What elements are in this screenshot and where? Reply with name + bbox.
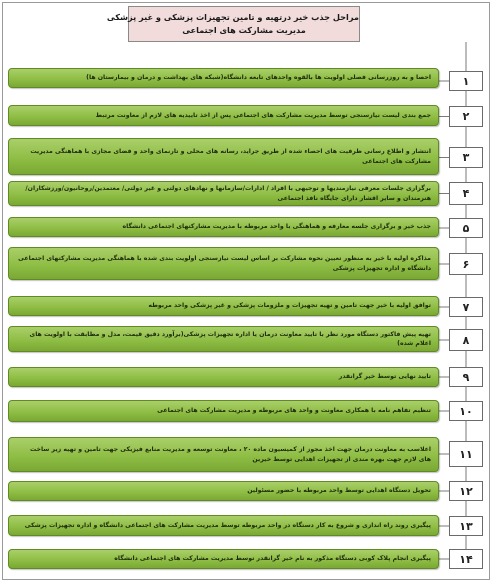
step-text: تهیه پیش فاکتور دستگاه مورد نظر با تایید معاونت درمان یا اداره تجهیزات پزشکی(برآورد دقیق قیمت، مدل و مطابقت با اولویت های اعلام شده) bbox=[29, 330, 431, 347]
step-box-10 bbox=[8, 400, 439, 422]
title-line-2: مدیریت مشارکت های اجتماعی bbox=[182, 25, 306, 35]
step-number-1: ۱ bbox=[449, 71, 483, 91]
step-text: انتشار و اطلاع رسانی ظرفیت های احصاء شده از طریق جراید، رسانه های محلی و تارنمای واحد و فضای مجازی با هماهنگی مدیریت مشارکت های اجتماعی bbox=[30, 148, 431, 165]
step-text: احصا و به روزرسانی فصلی اولویت ها بالقوه واحدهای تابعه دانشگاه(شبکه های بهداشت و درمان و بیمارستان ها) bbox=[86, 74, 431, 82]
step-box-13 bbox=[8, 515, 439, 536]
step-number-3: ۳ bbox=[449, 147, 483, 168]
step-number-11: ۱۱ bbox=[449, 441, 483, 467]
step-number-13: ۱۳ bbox=[449, 516, 483, 536]
step-number-7: ۷ bbox=[449, 297, 483, 317]
step-text: پیگیری انجام پلاک کوبی دستگاه مذکور به نام خیر گرانقدر توسط مدیریت مشارکت های اجتماعی دانشگاه bbox=[114, 555, 431, 563]
step-number-8: ۸ bbox=[449, 329, 483, 351]
step-box-1 bbox=[8, 68, 439, 88]
step-text: تحویل دستگاه اهدایی توسط واحد مربوطه با حضور مسئولین bbox=[247, 487, 431, 495]
title-line-1: مراحل جذب خیر درتهیه و تامین تجهیزات پزشکی و غیر پزشکی bbox=[106, 12, 359, 22]
step-number-2: ۲ bbox=[449, 106, 483, 127]
step-number-6: ۶ bbox=[449, 253, 483, 275]
step-number-14: ۱۴ bbox=[449, 549, 483, 569]
step-number-9: ۹ bbox=[449, 367, 483, 387]
step-box-9 bbox=[8, 367, 439, 387]
step-box-4 bbox=[8, 181, 439, 206]
step-text: مذاکره اولیه با خیر به منظور تعیین نحوه مشارکت بر اساس لیست نیازسنجی اولویت بندی شده با هماهنگی مدیریت مشارکتهای اجتماعی دانشگاه و اداره تجهیزات پزشکی bbox=[18, 255, 431, 272]
step-text: برگزاری جلسات معرفی نیازمندیها و توجیهی با افراد / ادارات/سازمانها و نهادهای دولتی و غیر دولتی/ معتمدین/روحانیون/ورزشکاران/ هنرمندان و سایر اقشار دارای جایگاه نافذ اجتماعی bbox=[25, 185, 431, 202]
step-box-7 bbox=[8, 296, 439, 316]
step-box-3 bbox=[8, 138, 439, 175]
step-text: پیگیری روند راه اندازی و شروع به کار دستگاه در واحد مربوطه توسط مدیریت مشارکت های اجتماعی دانشگاه و اداره تجهیزات پزشکی bbox=[24, 521, 431, 529]
step-text: جذب خیر و برگزاری جلسه معارفه و هماهنگی با واحد مربوطه با مدیریت مشارکتهای اجتماعی دانشگاه bbox=[122, 223, 431, 231]
step-box-12 bbox=[8, 481, 439, 501]
step-box-2 bbox=[8, 105, 439, 126]
step-text: توافق اولیه با خیر جهت تامین و تهیه تجهیزات و ملزومات پزشکی و غیر پزشکی واحد مربوطه bbox=[148, 302, 431, 310]
step-box-11 bbox=[8, 437, 439, 472]
step-number-4: ۴ bbox=[449, 182, 483, 205]
step-box-6 bbox=[8, 247, 439, 280]
step-box-5 bbox=[8, 217, 439, 237]
step-number-12: ۱۲ bbox=[449, 481, 483, 501]
step-number-10: ۱۰ bbox=[449, 401, 483, 421]
step-number-5: ۵ bbox=[449, 218, 483, 238]
step-text: جمع بندی لیست نیازسنجی توسط مدیریت مشارکت های اجتماعی پس از اخذ تاییدیه های لازم از معاونت مرتبط bbox=[95, 111, 431, 119]
step-text: تنظیم تفاهم نامه با همکاری معاونت و واحد های مربوطه و مدیریت مشارکت های اجتماعی bbox=[157, 407, 431, 415]
step-text: تایید نهایی توسط خیر گرانقدر bbox=[338, 373, 431, 381]
step-box-14 bbox=[8, 549, 439, 569]
step-box-8 bbox=[8, 326, 439, 352]
step-text: اعلاسب به معاونت درمان جهت اخذ مجوز از کمیسیون ماده ۲۰ ، معاونت توسعه و مدیریت منابع فیزیکی جهت تامین و تهیه زیر ساخت های لازم جهت بهره مندی از تجهیزات اهدایی توسط خیرین bbox=[29, 446, 431, 463]
